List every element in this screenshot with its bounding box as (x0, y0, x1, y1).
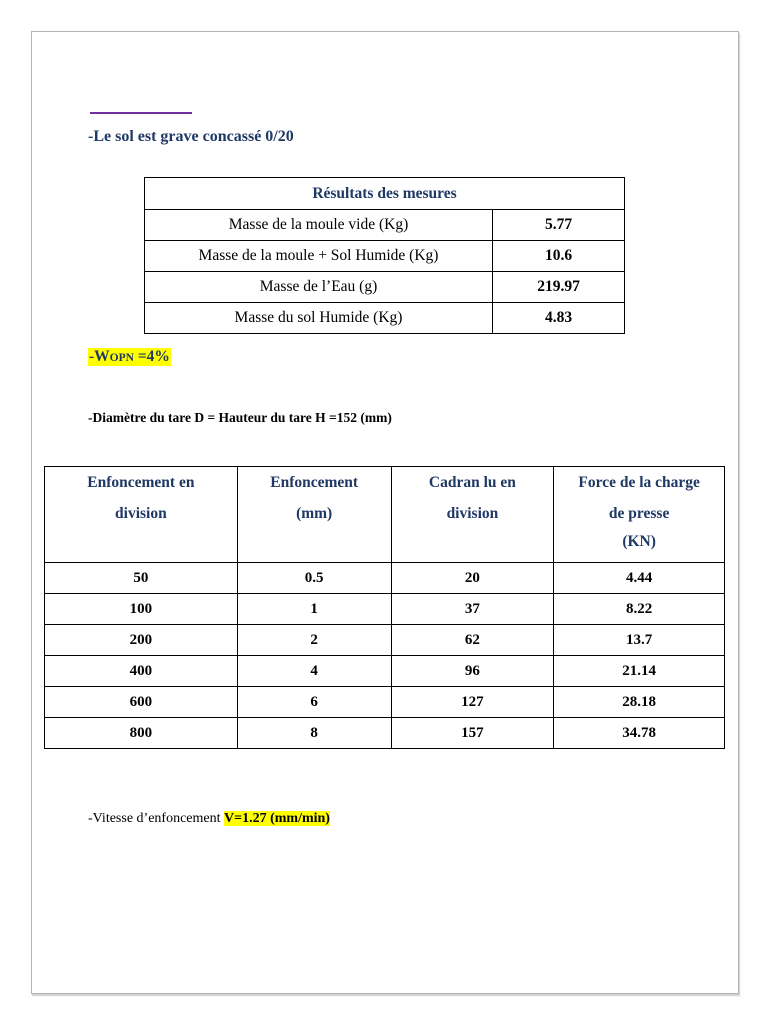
measurement-value: 4.83 (493, 303, 625, 334)
measurement-value: 219.97 (493, 272, 625, 303)
cell: 37 (391, 594, 554, 625)
cell: 21.14 (554, 656, 725, 687)
table-row (45, 656, 725, 687)
cell: 157 (391, 718, 554, 749)
measurement-value: 10.6 (493, 241, 625, 272)
measurement-label: Masse de l’Eau (g) (145, 272, 493, 303)
cell: 96 (391, 656, 554, 687)
table-header-row (45, 467, 725, 563)
wopn-suffix: =4% (133, 348, 170, 365)
cell: 100 (45, 594, 238, 625)
cell: 8.22 (554, 594, 725, 625)
table-row (45, 594, 725, 625)
cell: 0.5 (237, 563, 391, 594)
table-row (145, 241, 625, 272)
cell: 2 (237, 625, 391, 656)
diameter-note: -Diamètre du tare D = Hauteur du tare H =152 (mm) (88, 410, 392, 425)
cell: 62 (391, 625, 554, 656)
cell: 200 (45, 625, 238, 656)
measurement-label: Masse de la moule vide (Kg) (145, 210, 493, 241)
table-row (145, 272, 625, 303)
speed-value: V=1.27 (mm/min) (224, 811, 330, 826)
measurement-value: 5.77 (493, 210, 625, 241)
measurements-table (144, 177, 625, 334)
table-row (45, 625, 725, 656)
table-row (45, 718, 725, 749)
cell: 1 (237, 594, 391, 625)
speed-label: -Vitesse d’enfoncement (88, 811, 224, 826)
cell: 4 (237, 656, 391, 687)
cell: 8 (237, 718, 391, 749)
cell: 13.7 (554, 625, 725, 656)
cell: 6 (237, 687, 391, 718)
cell: 34.78 (554, 718, 725, 749)
wopn-subscript: OPN (109, 352, 134, 364)
penetration-table (44, 466, 725, 749)
header-press-force: Force de la charge de presse (KN) (554, 467, 725, 563)
cell: 400 (45, 656, 238, 687)
cell: 600 (45, 687, 238, 718)
cell: 28.18 (554, 687, 725, 718)
measurements-title: Résultats des mesures (145, 178, 625, 210)
header-penetration-mm: Enfoncement (mm) (237, 467, 391, 563)
table-row (45, 687, 725, 718)
table-row (145, 210, 625, 241)
cell: 50 (45, 563, 238, 594)
measurement-label: Masse du sol Humide (Kg) (145, 303, 493, 334)
soil-description: -Le sol est grave concassé 0/20 (88, 128, 294, 145)
cell: 4.44 (554, 563, 725, 594)
penetration-speed (88, 811, 330, 827)
table-row (45, 563, 725, 594)
wopn-prefix: -W (89, 348, 110, 365)
cell: 800 (45, 718, 238, 749)
accent-line (90, 112, 192, 114)
cell: 20 (391, 563, 554, 594)
table-header-row (145, 178, 625, 210)
table-row (145, 303, 625, 334)
header-dial-reading: Cadran lu en division (391, 467, 554, 563)
cell: 127 (391, 687, 554, 718)
header-penetration-division: Enfoncement en division (45, 467, 238, 563)
optimum-water-content (88, 348, 171, 366)
measurement-label: Masse de la moule + Sol Humide (Kg) (145, 241, 493, 272)
